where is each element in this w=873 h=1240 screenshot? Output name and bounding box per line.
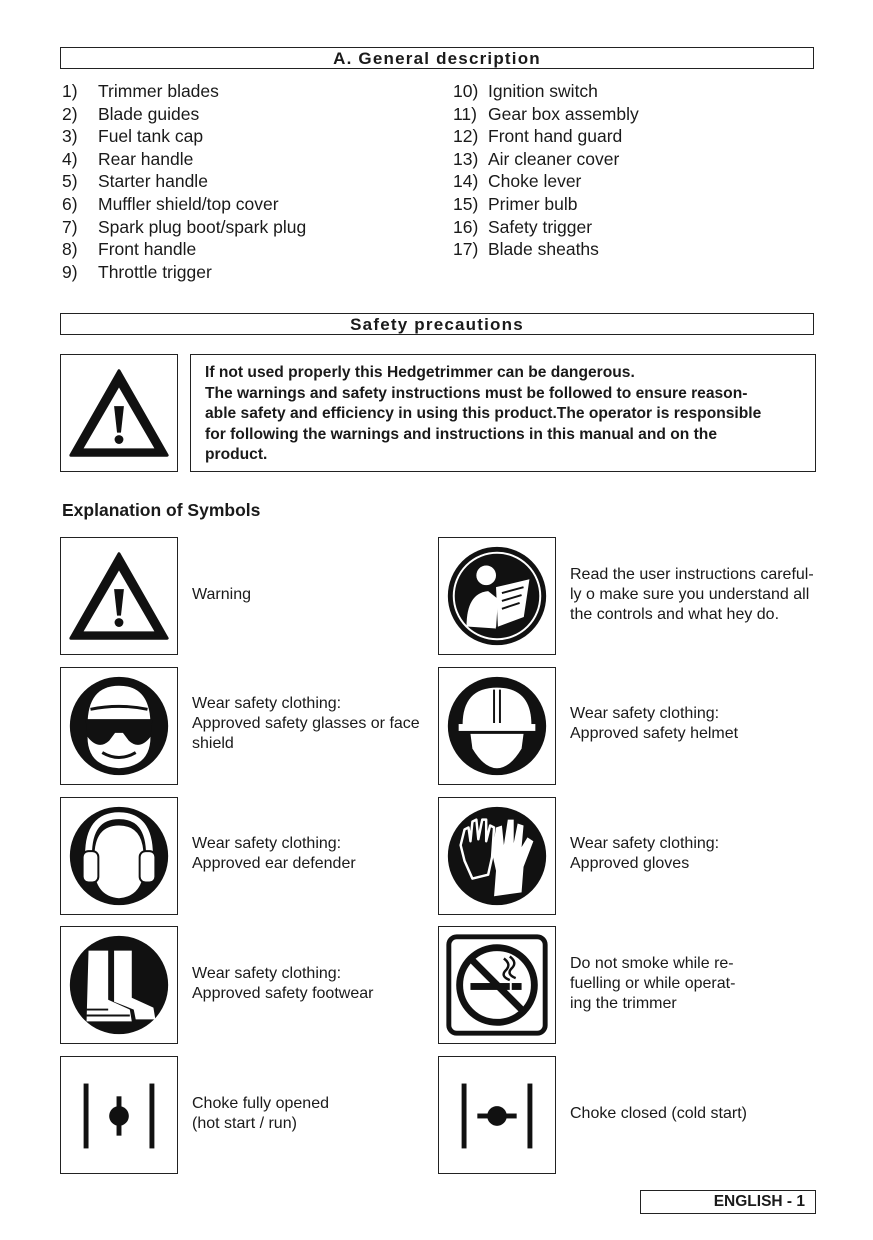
- no-smoking-icon: [439, 927, 555, 1043]
- gloves-icon: [439, 798, 555, 914]
- list-item: [453, 216, 639, 239]
- item-label: Throttle trigger: [98, 261, 212, 282]
- list-item: [62, 148, 306, 171]
- symbol-box: [60, 667, 178, 785]
- general-description-title: A. General description: [60, 47, 814, 69]
- symbol-box: [438, 1056, 556, 1174]
- list-item: [453, 125, 639, 148]
- desc-line: Wear safety clothing:: [192, 695, 342, 712]
- desc-line: fuelling or while operat-: [570, 975, 736, 992]
- item-number: 5): [62, 171, 78, 192]
- list-item: [62, 216, 306, 239]
- list-item: [453, 193, 639, 216]
- list-item: [62, 170, 306, 193]
- desc-line: ly o make sure you understand all: [570, 586, 810, 603]
- symbol-desc-warning: [192, 585, 427, 605]
- safety-warning-icon-box: [60, 354, 178, 472]
- item-label: Trimmer blades: [98, 81, 219, 101]
- symbol-box: [60, 1056, 178, 1174]
- item-label: Fuel tank cap: [98, 126, 204, 147]
- item-number: 11): [453, 103, 477, 124]
- item-label: Front hand guard: [488, 126, 623, 147]
- symbol-desc-safety-boots: [192, 964, 432, 1004]
- list-item: [62, 80, 306, 103]
- symbol-box: [60, 537, 178, 655]
- safety-boots-icon: [61, 927, 177, 1043]
- item-number: 8): [62, 239, 78, 260]
- safety-warning-text: [190, 354, 816, 472]
- desc-line: Choke fully opened: [192, 1095, 329, 1112]
- list-item: [453, 170, 639, 193]
- desc-line: Approved safety footwear: [192, 985, 374, 1002]
- desc-line: Wear safety clothing:: [192, 835, 342, 852]
- symbol-box: [438, 537, 556, 655]
- item-label: Blade sheaths: [488, 239, 599, 260]
- choke-open-icon: [61, 1057, 177, 1173]
- warning-line: product.: [205, 446, 268, 463]
- choke-closed-icon: [439, 1057, 555, 1173]
- item-label: Spark plug boot/spark plug: [98, 216, 307, 237]
- desc-line: Wear safety clothing:: [192, 965, 342, 982]
- item-label: Choke lever: [488, 171, 582, 192]
- item-label: Gear box assembly: [488, 103, 639, 124]
- item-label: Blade guides: [98, 103, 200, 124]
- item-number: 17): [453, 239, 479, 260]
- desc-line: the controls and what hey do.: [570, 606, 780, 623]
- item-number: 2): [62, 103, 78, 124]
- list-item: [453, 148, 639, 171]
- desc-line: Choke closed (cold start): [570, 1105, 747, 1122]
- item-number: 4): [62, 148, 78, 169]
- warning-line: The warnings and safety instructions must be followed to ensure reason-: [205, 384, 748, 402]
- desc-line: Approved gloves: [570, 855, 690, 872]
- ear-defender-icon: [61, 798, 177, 914]
- item-number: 1): [62, 81, 78, 101]
- warning-line: able safety and efficiency in using this product.The operator is responsible: [205, 405, 762, 422]
- safety-helmet-icon: [439, 668, 555, 784]
- symbol-box: [438, 797, 556, 915]
- symbol-box: [60, 797, 178, 915]
- desc-line: (hot start / run): [192, 1115, 297, 1132]
- list-item: [62, 103, 306, 126]
- list-item: [62, 261, 306, 284]
- list-item: [62, 125, 306, 148]
- list-item: [453, 238, 639, 261]
- desc-line: shield: [192, 735, 234, 752]
- desc-line: Approved ear defender: [192, 855, 356, 872]
- symbol-box: [438, 926, 556, 1044]
- item-number: 15): [453, 193, 479, 214]
- item-label: Ignition switch: [488, 81, 598, 101]
- symbol-desc-no-smoking: [570, 954, 820, 1014]
- item-number: 16): [453, 216, 479, 237]
- warning-line: If not used properly this Hedgetrimmer can be dangerous.: [205, 364, 635, 381]
- item-label: Air cleaner cover: [488, 148, 620, 169]
- item-number: 10): [453, 81, 479, 101]
- list-item: [453, 103, 639, 126]
- symbol-desc-read-manual: [570, 565, 825, 625]
- item-label: Front handle: [98, 239, 197, 260]
- symbol-desc-choke-open: [192, 1094, 432, 1134]
- parts-list-left: [62, 80, 306, 283]
- symbol-desc-choke-closed: [570, 1104, 820, 1124]
- desc-line: Wear safety clothing:: [570, 705, 720, 722]
- read-manual-icon: [439, 538, 555, 654]
- item-label: Primer bulb: [488, 193, 578, 214]
- warning-line: for following the warnings and instructions in this manual and on the: [205, 425, 718, 443]
- item-number: 12): [453, 126, 479, 147]
- item-number: 3): [62, 126, 78, 147]
- warning-triangle-icon: [61, 538, 177, 654]
- item-label: Muffler shield/top cover: [98, 193, 279, 214]
- safety-glasses-icon: [61, 668, 177, 784]
- parts-list-right: [453, 80, 639, 261]
- symbol-box: [60, 926, 178, 1044]
- item-label: Rear handle: [98, 148, 194, 169]
- list-item: [453, 80, 639, 103]
- desc-line: ing the trimmer: [570, 995, 677, 1012]
- symbol-desc-safety-helmet: [570, 704, 820, 744]
- list-item: [62, 193, 306, 216]
- symbol-desc-gloves: [570, 834, 820, 874]
- page-footer-language: ENGLISH - 1: [640, 1190, 816, 1214]
- desc-line: Do not smoke while re-: [570, 955, 734, 972]
- warning-triangle-icon: [61, 355, 177, 471]
- item-number: 13): [453, 148, 479, 169]
- desc-line: Read the user instructions careful-: [570, 566, 814, 583]
- safety-precautions-title: Safety precautions: [60, 313, 814, 335]
- symbol-desc-safety-glasses: [192, 694, 432, 754]
- desc-line: Warning: [192, 586, 251, 603]
- symbols-heading: Explanation of Symbols: [62, 500, 261, 520]
- symbol-box: [438, 667, 556, 785]
- desc-line: Approved safety glasses or face: [192, 715, 420, 732]
- item-number: 9): [62, 261, 78, 282]
- list-item: [62, 238, 306, 261]
- desc-line: Wear safety clothing:: [570, 835, 720, 852]
- item-label: Safety trigger: [488, 216, 593, 237]
- desc-line: Approved safety helmet: [570, 725, 739, 742]
- item-label: Starter handle: [98, 171, 208, 192]
- item-number: 6): [62, 193, 78, 214]
- symbol-desc-ear-defender: [192, 834, 432, 874]
- item-number: 7): [62, 216, 78, 237]
- item-number: 14): [453, 171, 479, 192]
